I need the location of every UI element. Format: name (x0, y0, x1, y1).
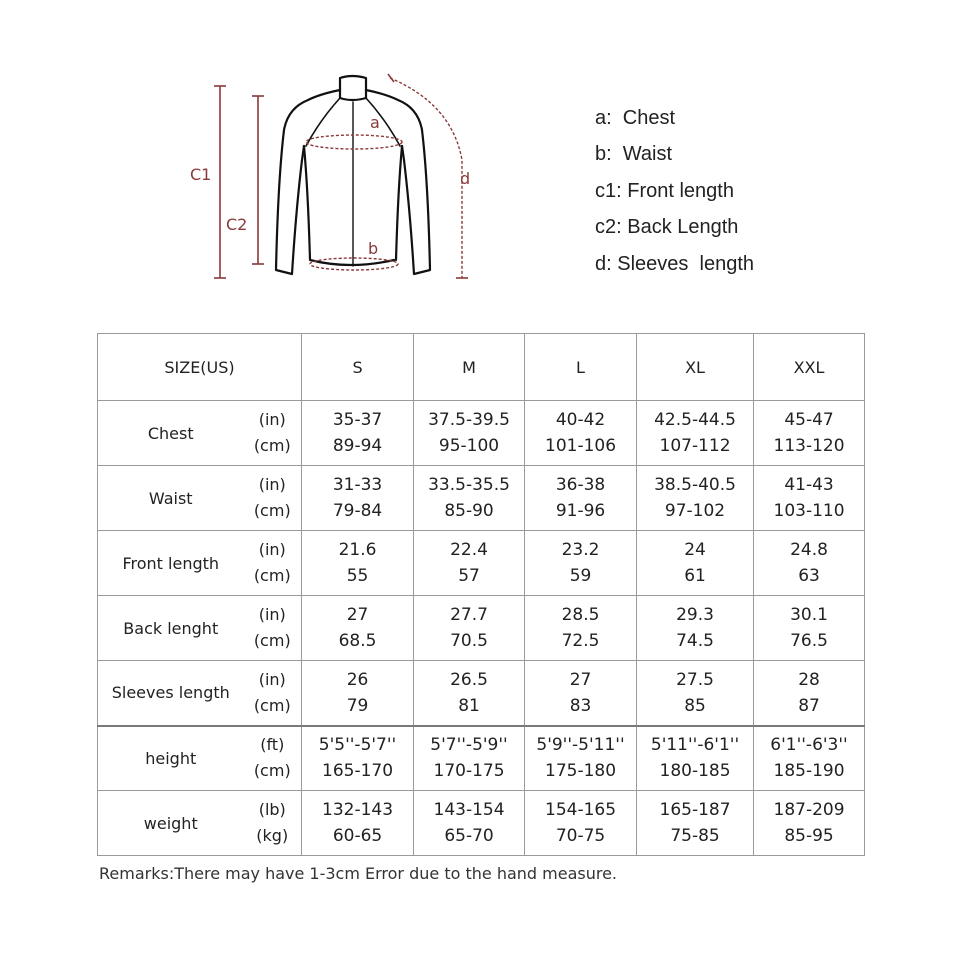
value-text: 165-170 (322, 761, 394, 782)
unit-label: (cm) (253, 566, 291, 585)
unit-cell (244, 401, 302, 466)
value-text: 5'9''-5'11'' (536, 735, 625, 756)
value-text: 95-100 (438, 436, 500, 456)
value-text: 40-42 (555, 410, 606, 430)
value-text: 23.2 (561, 540, 600, 560)
legend-item-front-length: c1: Front length (595, 179, 734, 202)
value-cell (637, 531, 754, 596)
value-cell (525, 401, 637, 466)
unit-label: (in) (258, 669, 286, 689)
value-cell (302, 401, 414, 466)
size-header-row (98, 334, 865, 401)
value-text: 65-70 (444, 826, 494, 846)
value-text: 26 (346, 669, 369, 690)
value-text: 185-190 (773, 761, 845, 782)
value-cell (637, 791, 754, 856)
value-cell (754, 791, 865, 856)
value-text: 33.5-35.5 (428, 475, 510, 495)
value-text: 27 (346, 605, 369, 625)
c1-label: C1 (190, 165, 212, 184)
value-text: 57 (458, 566, 480, 586)
remarks-note: Remarks:There may have 1-3cm Error due to the hand measure. (99, 864, 618, 883)
row-label: Chest (98, 401, 244, 466)
size-chart-table (97, 333, 865, 856)
value-text: 154-165 (545, 800, 617, 820)
value-text: 85 (684, 695, 706, 716)
unit-label: (cm) (253, 631, 291, 650)
value-text: 38.5-40.5 (654, 475, 736, 495)
value-text: 37.5-39.5 (428, 410, 510, 430)
value-cell (302, 661, 414, 726)
value-text: 72.5 (561, 631, 600, 651)
value-text: 28.5 (561, 605, 600, 625)
value-cell (637, 661, 754, 726)
value-text: 85-90 (444, 501, 494, 521)
value-text: 79-84 (332, 501, 383, 521)
value-cell (414, 531, 525, 596)
table-row (98, 401, 865, 466)
value-text: 5'5''-5'7'' (318, 735, 397, 756)
value-cell (754, 466, 865, 531)
value-cell (754, 401, 865, 466)
value-cell (302, 726, 414, 791)
jacket-measurement-diagram (180, 60, 500, 290)
value-text: 87 (798, 695, 820, 716)
legend-item-back-length: c2: Back Length (595, 216, 739, 239)
unit-label: (cm) (253, 695, 291, 715)
value-text: 180-185 (659, 761, 731, 782)
row-label: height (98, 726, 244, 791)
value-text: 36-38 (555, 475, 606, 495)
value-cell (302, 791, 414, 856)
value-cell (525, 531, 637, 596)
value-text: 101-106 (545, 436, 617, 456)
value-text: 30.1 (790, 605, 828, 625)
value-cell (754, 596, 865, 661)
row-label: weight (98, 791, 244, 856)
value-cell (525, 596, 637, 661)
row-label: Back lenght (98, 596, 244, 661)
value-cell (754, 726, 865, 791)
value-cell (302, 466, 414, 531)
value-cell (302, 531, 414, 596)
value-text: 68.5 (338, 631, 377, 651)
table-row (98, 531, 865, 596)
value-text: 74.5 (676, 631, 714, 651)
value-cell (414, 726, 525, 791)
value-text: 22.4 (450, 540, 488, 560)
value-text: 27 (569, 669, 592, 690)
value-cell (525, 791, 637, 856)
unit-label: (kg) (256, 826, 289, 845)
row-label: Front length (98, 531, 244, 596)
size-column-header: S (302, 334, 414, 401)
value-text: 76.5 (790, 631, 828, 651)
legend-item-chest: a: Chest (595, 107, 676, 129)
value-text: 42.5-44.5 (654, 410, 736, 430)
value-text: 170-175 (433, 761, 505, 782)
value-text: 89-94 (332, 436, 383, 456)
value-cell (754, 661, 865, 726)
legend-item-sleeves-length: d: Sleeves length (595, 252, 754, 275)
value-text: 79 (346, 695, 369, 716)
value-text: 41-43 (784, 475, 834, 495)
table-row (98, 726, 865, 791)
value-text: 91-96 (555, 501, 606, 521)
value-text: 27.5 (676, 669, 714, 690)
unit-cell (244, 791, 302, 856)
unit-label: (in) (258, 410, 286, 429)
value-text: 81 (458, 695, 480, 716)
unit-label: (cm) (253, 436, 291, 455)
value-text: 24.8 (790, 540, 828, 560)
unit-cell (244, 726, 302, 791)
a-label: a (370, 113, 380, 132)
value-text: 143-154 (433, 800, 505, 820)
value-cell (525, 726, 637, 791)
jacket-outline (276, 76, 430, 274)
value-cell (414, 466, 525, 531)
unit-label: (lb) (258, 800, 286, 819)
size-column-header: L (525, 334, 637, 401)
unit-cell (244, 531, 302, 596)
value-text: 31-33 (332, 475, 383, 495)
jacket-illustration (180, 60, 500, 290)
unit-cell (244, 661, 302, 726)
value-text: 83 (569, 695, 592, 716)
value-cell (637, 401, 754, 466)
size-column-header: XXL (754, 334, 865, 401)
value-cell (637, 726, 754, 791)
value-text: 5'7''-5'9'' (430, 735, 508, 756)
front-length-measure-line (214, 86, 226, 278)
value-text: 103-110 (773, 501, 845, 521)
value-cell (414, 596, 525, 661)
unit-label: (in) (258, 540, 286, 559)
row-label: Waist (98, 466, 244, 531)
value-cell (525, 466, 637, 531)
size-header-label: SIZE(US) (98, 334, 302, 401)
size-column-header: XL (637, 334, 754, 401)
measurement-legend (595, 100, 754, 282)
value-cell (754, 531, 865, 596)
table-row (98, 596, 865, 661)
value-text: 85-95 (784, 826, 834, 846)
unit-label: (cm) (253, 501, 291, 520)
value-text: 70-75 (555, 826, 606, 846)
table-row (98, 466, 865, 531)
value-text: 107-112 (659, 436, 731, 456)
value-text: 21.6 (338, 540, 377, 560)
d-label: d (460, 169, 471, 188)
value-text: 29.3 (676, 605, 714, 625)
value-cell (637, 596, 754, 661)
value-text: 70.5 (450, 631, 488, 651)
chest-measure-line (306, 135, 402, 149)
value-text: 60-65 (332, 826, 383, 846)
value-text: 97-102 (664, 501, 726, 521)
value-text: 28 (798, 669, 820, 690)
value-text: 27.7 (450, 605, 488, 625)
value-cell (414, 661, 525, 726)
value-text: 175-180 (545, 761, 617, 782)
value-text: 24 (684, 540, 706, 560)
value-text: 132-143 (322, 800, 394, 820)
value-cell (637, 466, 754, 531)
unit-label: (cm) (253, 761, 291, 781)
table-row (98, 661, 865, 726)
size-column-header: M (414, 334, 525, 401)
unit-label: (ft) (260, 735, 285, 755)
value-text: 75-85 (670, 826, 720, 846)
value-text: 59 (569, 566, 592, 586)
value-cell (525, 661, 637, 726)
value-text: 45-47 (784, 410, 834, 430)
value-text: 63 (798, 566, 820, 586)
table-row (98, 791, 865, 856)
b-label: b (368, 239, 379, 258)
value-text: 187-209 (773, 800, 845, 820)
row-label: Sleeves length (98, 661, 244, 726)
value-text: 35-37 (332, 410, 383, 430)
value-cell (414, 791, 525, 856)
value-text: 6'1''-6'3'' (770, 735, 848, 756)
value-text: 165-187 (659, 800, 731, 820)
value-text: 55 (346, 566, 369, 586)
value-cell (414, 401, 525, 466)
unit-label: (in) (258, 475, 286, 494)
value-text: 26.5 (450, 669, 488, 690)
value-cell (302, 596, 414, 661)
back-length-measure-line (252, 96, 264, 264)
legend-item-waist: b: Waist (595, 143, 673, 166)
value-text: 113-120 (773, 436, 845, 456)
value-text: 5'11''-6'1'' (650, 735, 740, 756)
c2-label: C2 (226, 215, 248, 234)
value-text: 61 (684, 566, 706, 586)
unit-cell (244, 466, 302, 531)
unit-label: (in) (258, 605, 286, 624)
unit-cell (244, 596, 302, 661)
